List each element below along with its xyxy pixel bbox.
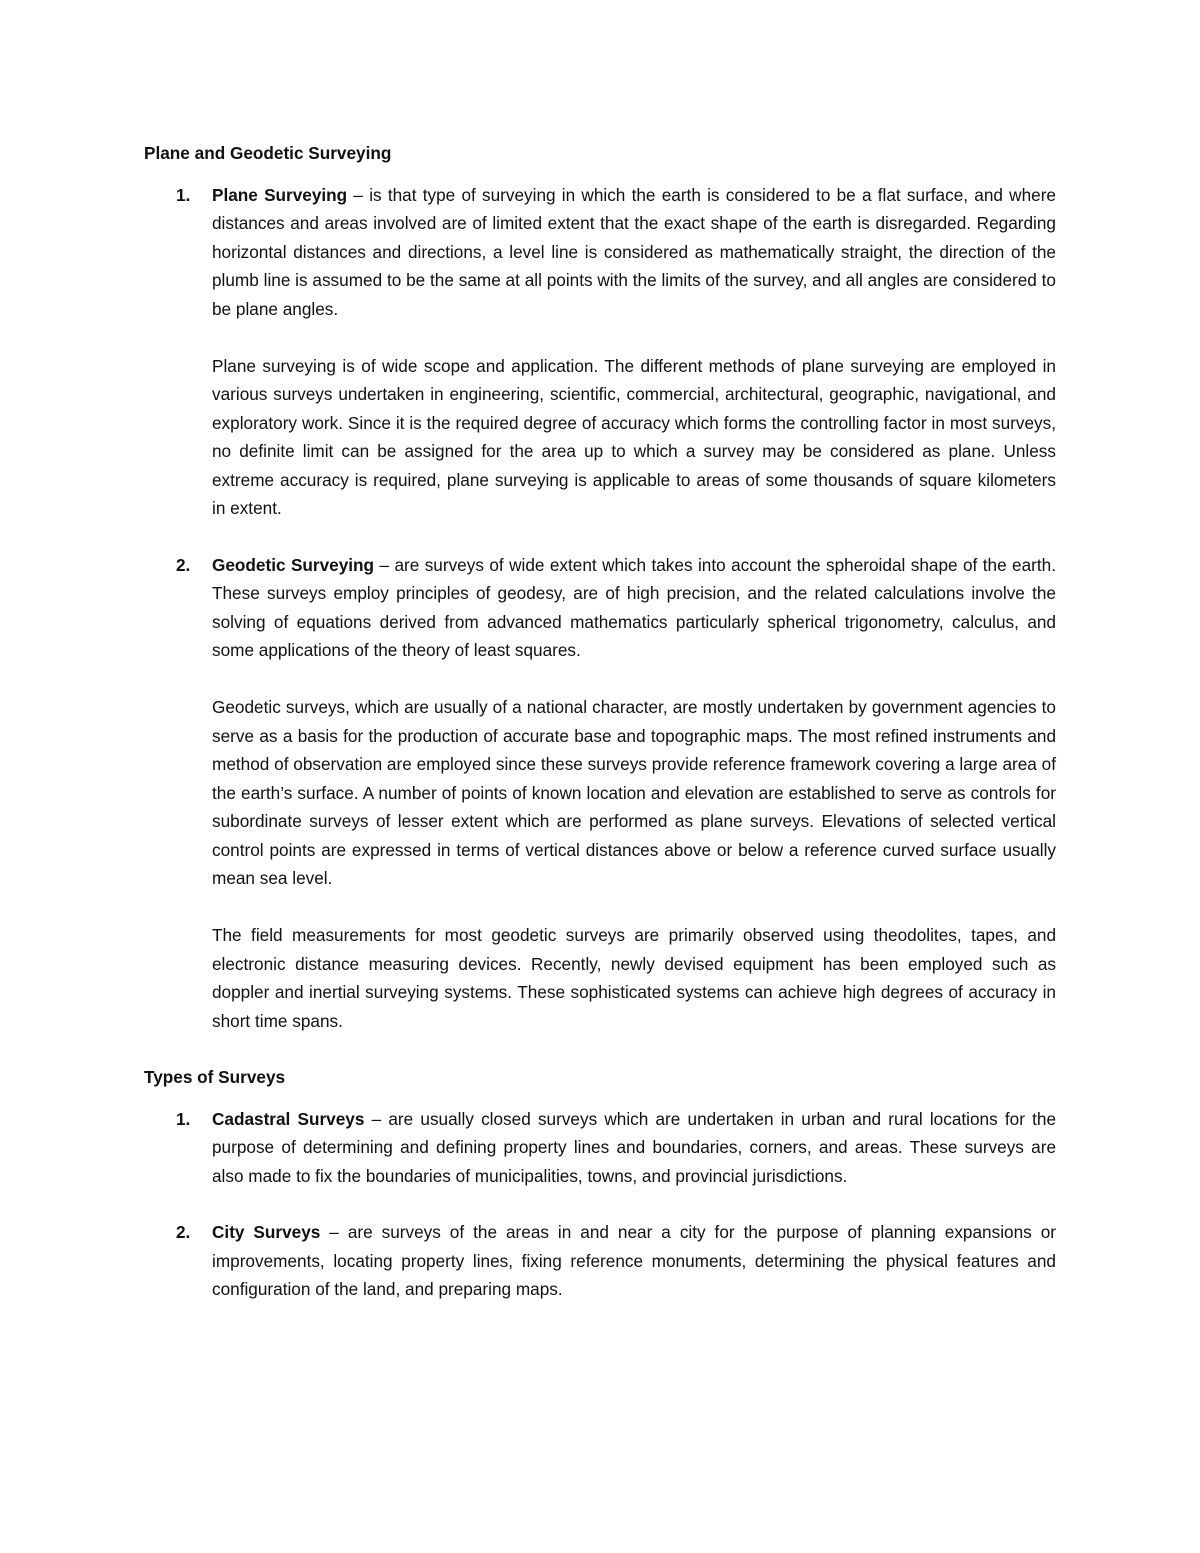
section-heading: Plane and Geodetic Surveying	[144, 143, 392, 163]
paragraph	[212, 1105, 1056, 1191]
paragraph	[212, 1218, 1056, 1304]
paragraph	[212, 551, 1056, 665]
list-item-cadastral-surveys	[144, 1105, 1056, 1191]
definition-text: – are surveys of the areas in and near a city for the purpose of planning expansions or improvements, locating property lines, fixing reference monuments, determining the physical features and configuration of the land, and preparing maps.	[212, 1222, 1056, 1299]
list-number: 1.	[176, 1108, 191, 1129]
document-body	[144, 139, 1056, 1304]
term-label: City Surveys	[212, 1222, 321, 1242]
paragraph: Plane surveying is of wide scope and application. The different methods of plane surveying are employed in various surveys undertaken in engineering, scientific, commercial, architectural, geographic, navigational, and exploratory work. Since it is the required degree of accuracy which forms the controlling factor in most surveys, no definite limit can be assigned for the area up to which a survey may be considered as plane. Unless extreme accuracy is required, plane surveying is applicable to areas of some thousands of square kilometers in extent.	[212, 355, 1056, 518]
section-plane-geodetic	[144, 139, 1056, 1035]
definition-text: – are usually closed surveys which are undertaken in urban and rural locations for the purpose of determining and defining property lines and boundaries, corners, and areas. These surveys are also made to fix the boundaries of municipalities, towns, and provincial jurisdictions.	[212, 1108, 1057, 1186]
list-number: 2.	[176, 1222, 191, 1242]
numbered-list	[144, 1105, 1056, 1304]
paragraph: The field measurements for most geodetic surveys are primarily observed using theodolites, tapes, and electronic distance measuring devices. Recently, newly devised equipment has been employed such as doppler and inertial surveying systems. These sophisticated systems can achieve high degrees of accuracy in short time spans.	[212, 925, 1056, 1031]
definition-text: – are surveys of wide extent which takes into account the spheroidal shape of the earth. These surveys employ principles of geodesy, are of high precision, and the related calculations involve the solving of equations derived from advanced mathematics particularly spherical trigonometry, calculus, and some applications of the theory of least squares.	[212, 554, 1056, 660]
term-label: Geodetic Surveying	[212, 554, 375, 575]
numbered-list	[144, 181, 1056, 1036]
section-types-of-surveys	[144, 1063, 1056, 1304]
section-heading: Types of Surveys	[144, 1067, 286, 1087]
term-label: Plane Surveying	[212, 184, 348, 205]
paragraph	[212, 181, 1056, 324]
list-number: 2.	[176, 554, 191, 575]
paragraph: Geodetic surveys, which are usually of a national character, are mostly undertaken by government agencies to serve as a basis for the production of accurate base and topographic maps. The most refined instruments and method of observation are employed since these surveys provide reference framework covering a large area of the earth’s surface. A number of points of known location and elevation are established to serve as controls for subordinate surveys of lesser extent which are performed as plane surveys. Elevations of selected vertical control points are expressed in terms of vertical distances above or below a reference curved surface usually mean sea level.	[212, 697, 1056, 888]
list-number: 1.	[176, 184, 191, 205]
list-item-geodetic-surveying	[144, 551, 1056, 1036]
term-label: Cadastral Surveys	[212, 1108, 365, 1129]
list-item-plane-surveying	[144, 181, 1056, 523]
definition-text: – is that type of surveying in which the earth is considered to be a flat surface, and where distances and areas involved are of limited extent that the exact shape of the earth is disregarded. Regarding horizontal distances and directions, a level line is considered as mathematically straight, the direction of the plumb line is assumed to be the same at all points with the limits of the survey, and all angles are considered to be plane angles.	[212, 184, 1056, 319]
list-item-city-surveys	[144, 1218, 1056, 1304]
